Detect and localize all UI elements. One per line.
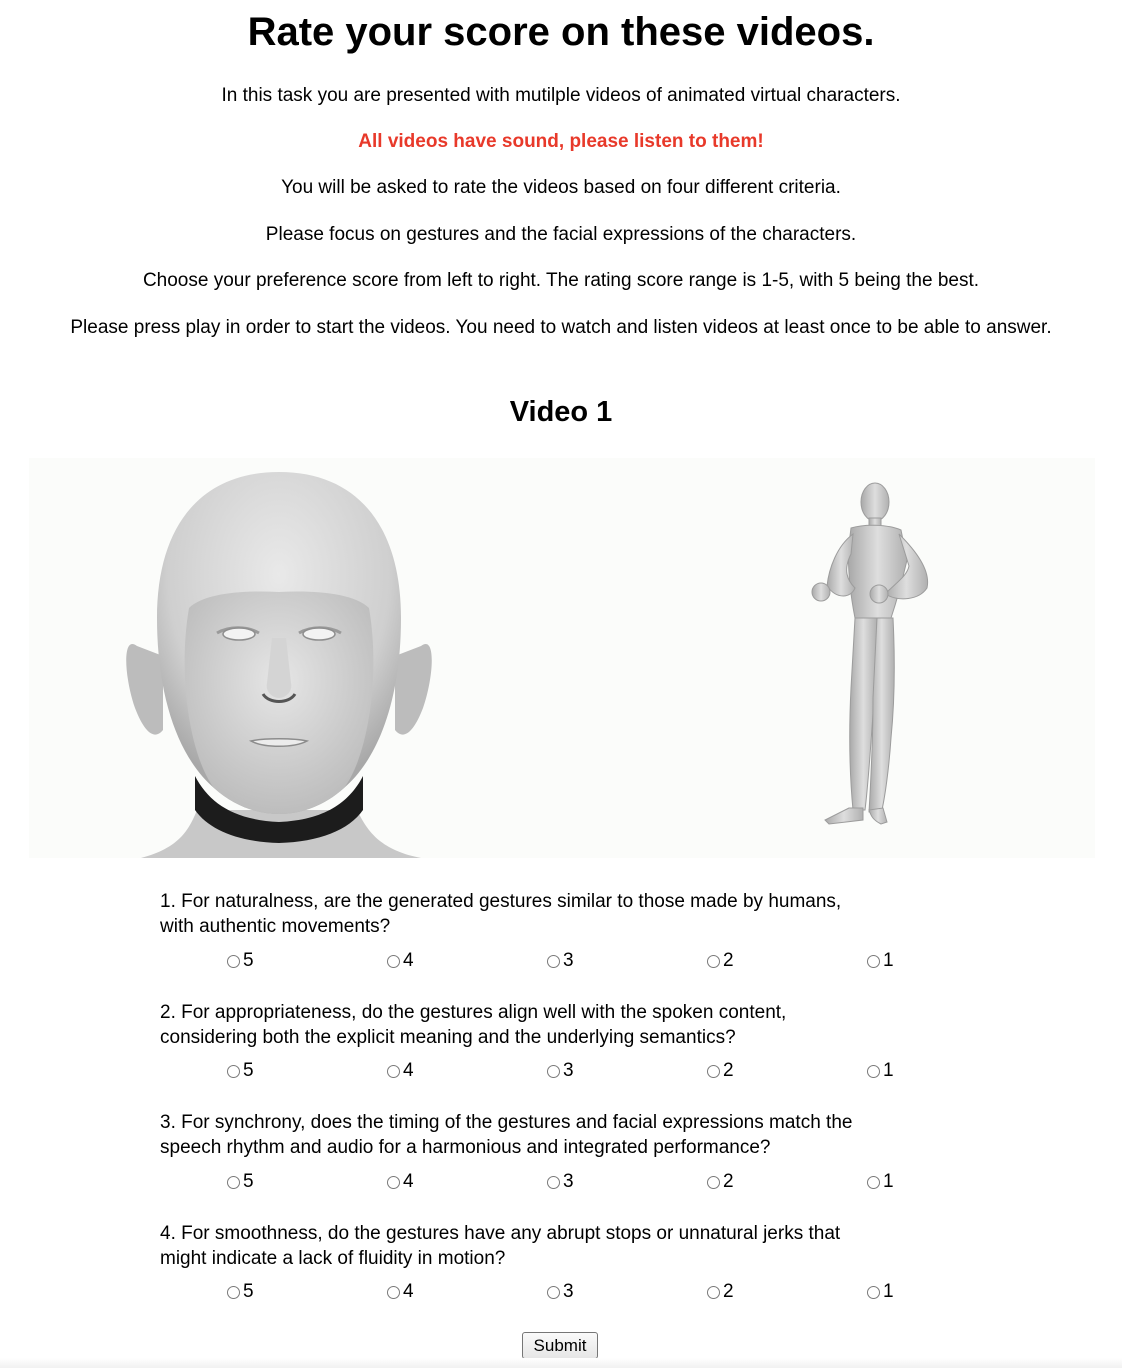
q2-option-label: 4 bbox=[403, 1060, 414, 1081]
q4-option-5[interactable] bbox=[227, 1281, 254, 1303]
question-3-line-2: speech rhythm and audio for a harmonious and integrated performance? bbox=[160, 1137, 771, 1158]
q1-radio-3[interactable] bbox=[547, 955, 560, 968]
q1-option-label: 4 bbox=[403, 950, 414, 971]
q4-option-3[interactable] bbox=[547, 1281, 574, 1303]
submit-button[interactable]: Submit bbox=[522, 1332, 598, 1359]
q4-radio-4[interactable] bbox=[387, 1286, 400, 1299]
q2-option-3[interactable] bbox=[547, 1060, 574, 1082]
q1-option-3[interactable] bbox=[547, 950, 574, 972]
question-4-line-1: 4. For smoothness, do the gestures have any abrupt stops or unnatural jerks that bbox=[160, 1223, 841, 1244]
q4-radio-2[interactable] bbox=[707, 1286, 720, 1299]
page-bottom-edge bbox=[0, 1358, 1122, 1368]
q2-option-label: 2 bbox=[723, 1060, 734, 1081]
page-title: Rate your score on these videos. bbox=[247, 10, 875, 54]
q3-radio-3[interactable] bbox=[547, 1176, 560, 1189]
question-2-line-1: 2. For appropriateness, do the gestures align well with the spoken content, bbox=[160, 1002, 787, 1023]
q2-option-5[interactable] bbox=[227, 1060, 254, 1082]
question-4-text bbox=[160, 1221, 960, 1271]
q3-radio-1[interactable] bbox=[867, 1176, 880, 1189]
question-1-line-1: 1. For naturalness, are the generated gestures similar to those made by humans, bbox=[160, 891, 842, 912]
instruction-criteria: You will be asked to rate the videos based on four different criteria. bbox=[281, 177, 841, 198]
question-3-line-1: 3. For synchrony, does the timing of the gestures and facial expressions match the bbox=[160, 1112, 853, 1133]
q1-radio-4[interactable] bbox=[387, 955, 400, 968]
q2-option-2[interactable] bbox=[707, 1060, 734, 1082]
question-1-line-2: with authentic movements? bbox=[160, 916, 391, 937]
q4-option-label: 3 bbox=[563, 1281, 574, 1302]
q2-radio-2[interactable] bbox=[707, 1065, 720, 1078]
q3-option-1[interactable] bbox=[867, 1171, 894, 1193]
q4-radio-3[interactable] bbox=[547, 1286, 560, 1299]
q1-option-5[interactable] bbox=[227, 950, 254, 972]
q2-radio-3[interactable] bbox=[547, 1065, 560, 1078]
q3-option-2[interactable] bbox=[707, 1171, 734, 1193]
q1-radio-1[interactable] bbox=[867, 955, 880, 968]
q3-option-3[interactable] bbox=[547, 1171, 574, 1193]
q3-option-label: 1 bbox=[883, 1171, 894, 1192]
q3-option-label: 4 bbox=[403, 1171, 414, 1192]
question-1-text bbox=[160, 889, 960, 939]
q1-option-label: 2 bbox=[723, 950, 734, 971]
q2-radio-5[interactable] bbox=[227, 1065, 240, 1078]
q3-radio-2[interactable] bbox=[707, 1176, 720, 1189]
instruction-score-range: Choose your preference score from left to right. The rating score range is 1-5, with 5 being the best. bbox=[142, 270, 980, 291]
q1-option-1[interactable] bbox=[867, 950, 894, 972]
q4-option-1[interactable] bbox=[867, 1281, 894, 1303]
q1-option-2[interactable] bbox=[707, 950, 734, 972]
q2-option-1[interactable] bbox=[867, 1060, 894, 1082]
q4-radio-5[interactable] bbox=[227, 1286, 240, 1299]
q1-radio-2[interactable] bbox=[707, 955, 720, 968]
q1-option-label: 3 bbox=[563, 950, 574, 971]
q1-option-4[interactable] bbox=[387, 950, 414, 972]
q2-radio-1[interactable] bbox=[867, 1065, 880, 1078]
instruction-play: Please press play in order to start the videos. You need to watch and listen videos at least once to be able to answer. bbox=[70, 317, 1052, 338]
q4-option-label: 1 bbox=[883, 1281, 894, 1302]
q1-radio-5[interactable] bbox=[227, 955, 240, 968]
q4-option-label: 5 bbox=[243, 1281, 254, 1302]
q3-option-label: 2 bbox=[723, 1171, 734, 1192]
body-render bbox=[812, 483, 928, 824]
q4-option-4[interactable] bbox=[387, 1281, 414, 1303]
q2-option-4[interactable] bbox=[387, 1060, 414, 1082]
q3-option-label: 5 bbox=[243, 1171, 254, 1192]
q1-option-label: 5 bbox=[243, 950, 254, 971]
video-title: Video 1 bbox=[509, 396, 613, 428]
q4-radio-1[interactable] bbox=[867, 1286, 880, 1299]
q4-option-label: 2 bbox=[723, 1281, 734, 1302]
q2-radio-4[interactable] bbox=[387, 1065, 400, 1078]
question-4-line-2: might indicate a lack of fluidity in motion? bbox=[160, 1248, 506, 1269]
sound-warning: All videos have sound, please listen to them! bbox=[358, 131, 764, 152]
q1-option-label: 1 bbox=[883, 950, 894, 971]
q2-option-label: 5 bbox=[243, 1060, 254, 1081]
question-3-text bbox=[160, 1110, 960, 1160]
q3-option-4[interactable] bbox=[387, 1171, 414, 1193]
q2-option-label: 1 bbox=[883, 1060, 894, 1081]
q3-radio-5[interactable] bbox=[227, 1176, 240, 1189]
q3-radio-4[interactable] bbox=[387, 1176, 400, 1189]
q4-option-label: 4 bbox=[403, 1281, 414, 1302]
question-2-text bbox=[160, 1000, 960, 1050]
q3-option-5[interactable] bbox=[227, 1171, 254, 1193]
video-frame bbox=[29, 458, 1095, 858]
head-render bbox=[126, 472, 432, 858]
q2-option-label: 3 bbox=[563, 1060, 574, 1081]
q4-option-2[interactable] bbox=[707, 1281, 734, 1303]
q3-option-label: 3 bbox=[563, 1171, 574, 1192]
instruction-intro: In this task you are presented with mutilple videos of animated virtual characters. bbox=[221, 85, 901, 106]
video-player[interactable] bbox=[29, 458, 1095, 858]
question-2-line-2: considering both the explicit meaning and the underlying semantics? bbox=[160, 1027, 736, 1048]
instruction-focus: Please focus on gestures and the facial expressions of the characters. bbox=[265, 224, 857, 245]
